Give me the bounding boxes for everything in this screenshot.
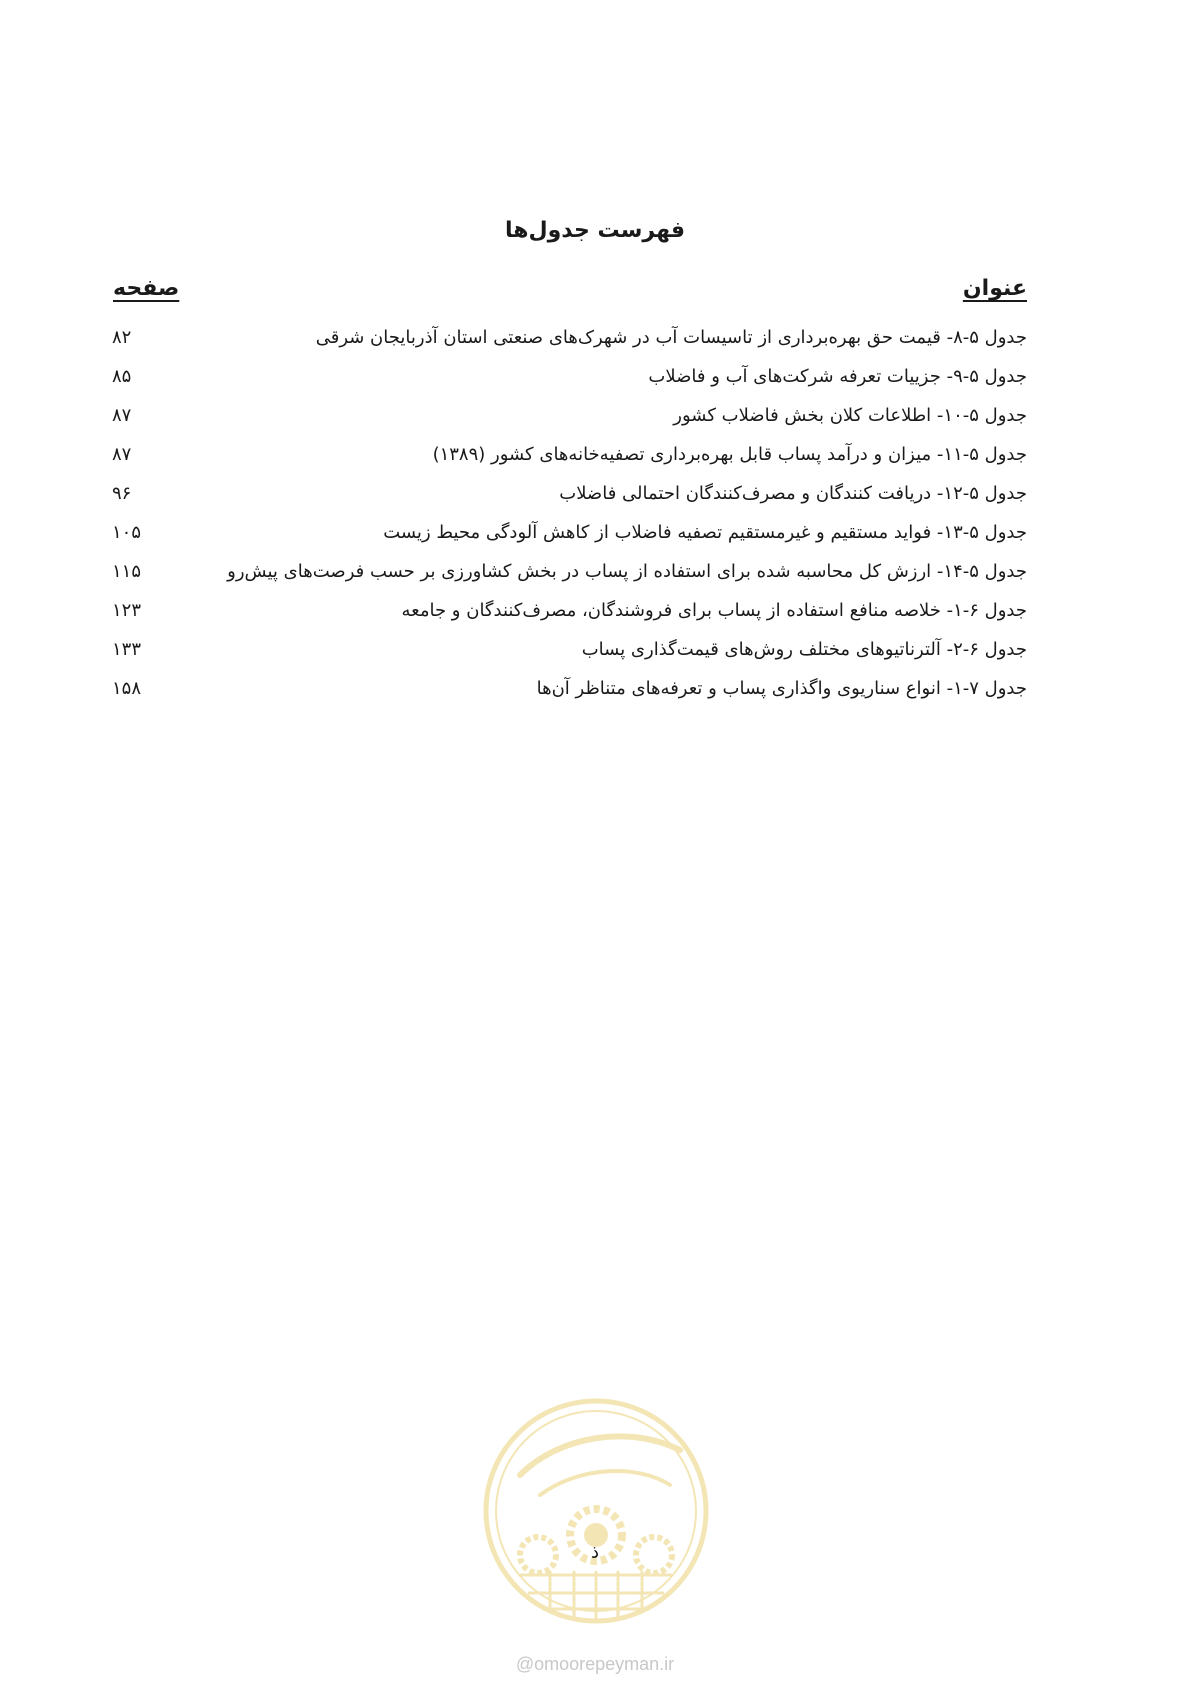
toc-entry-page: ۸۵	[112, 366, 132, 387]
watermark-logo-icon	[480, 1395, 712, 1635]
page-number: ذ	[590, 1542, 599, 1563]
toc-entry[interactable]	[112, 630, 1027, 669]
toc-entry-page: ۱۵۸	[112, 678, 142, 699]
toc-entry-page: ۸۲	[112, 327, 132, 348]
watermark-url-text: omoorepeyman.ir	[534, 1654, 675, 1674]
watermark-url: @omoorepeyman.ir	[515, 1654, 675, 1674]
toc-entry-title: جدول ۵-۱۳- فواید مستقیم و غیرمستقیم تصفیه فاضلاب از کاهش آلودگی محیط زیست	[383, 522, 1027, 543]
toc-entry-title: جدول ۶-۲- آلترناتیوهای مختلف روش‌های قیمت‌گذاری پساب	[581, 639, 1027, 660]
toc-entry-title: جدول ۵-۱۲- دریافت کنندگان و مصرف‌کنندگان احتمالی فاضلاب	[559, 483, 1027, 504]
toc-entry-title: جدول ۵-۱۴- ارزش کل محاسبه شده برای استفاده از پساب در بخش کشاورزی بر حسب فرصت‌های پیش‌رو	[227, 561, 1027, 582]
toc-entry[interactable]	[112, 552, 1027, 591]
toc-entry[interactable]	[112, 669, 1027, 708]
column-header-page: صفحه	[113, 276, 180, 301]
toc-entry-page: ۹۶	[112, 483, 132, 504]
toc-entry[interactable]	[112, 474, 1027, 513]
toc-entry[interactable]	[112, 513, 1027, 552]
table-of-contents-list	[112, 318, 1027, 708]
toc-entry-title: جدول ۵-۹- جزییات تعرفه شرکت‌های آب و فاضلاب	[648, 366, 1027, 387]
toc-entry[interactable]	[112, 318, 1027, 357]
toc-entry-page: ۱۳۳	[112, 639, 142, 660]
toc-entry[interactable]	[112, 591, 1027, 630]
toc-entry-page: ۱۰۵	[112, 522, 142, 543]
page-title: فهرست جدول‌ها	[504, 218, 686, 243]
toc-entry-page: ۱۱۵	[112, 561, 142, 582]
toc-entry-title: جدول ۵-۱۱- میزان و درآمد پساب قابل بهره‌برداری تصفیه‌خانه‌های کشور (۱۳۸۹)	[432, 444, 1027, 465]
toc-entry-page: ۸۷	[112, 405, 132, 426]
toc-entry-title: جدول ۵-۱۰- اطلاعات کلان بخش فاضلاب کشور	[673, 405, 1027, 426]
toc-entry-title: جدول ۶-۱- خلاصه منافع استفاده از پساب برای فروشندگان، مصرف‌کنندگان و جامعه	[401, 600, 1027, 621]
column-header-title: عنوان	[962, 276, 1027, 301]
toc-entry-title: جدول ۵-۸- قیمت حق بهره‌برداری از تاسیسات آب در شهرک‌های صنعتی استان آذربایجان شرقی	[315, 327, 1027, 348]
toc-entry[interactable]	[112, 357, 1027, 396]
toc-entry-title: جدول ۷-۱- انواع سناریوی واگذاری پساب و تعرفه‌های متناظر آن‌ها	[536, 678, 1027, 699]
toc-entry-page: ۱۲۳	[112, 600, 142, 621]
toc-entry[interactable]	[112, 435, 1027, 474]
toc-entry-page: ۸۷	[112, 444, 132, 465]
toc-entry[interactable]	[112, 396, 1027, 435]
